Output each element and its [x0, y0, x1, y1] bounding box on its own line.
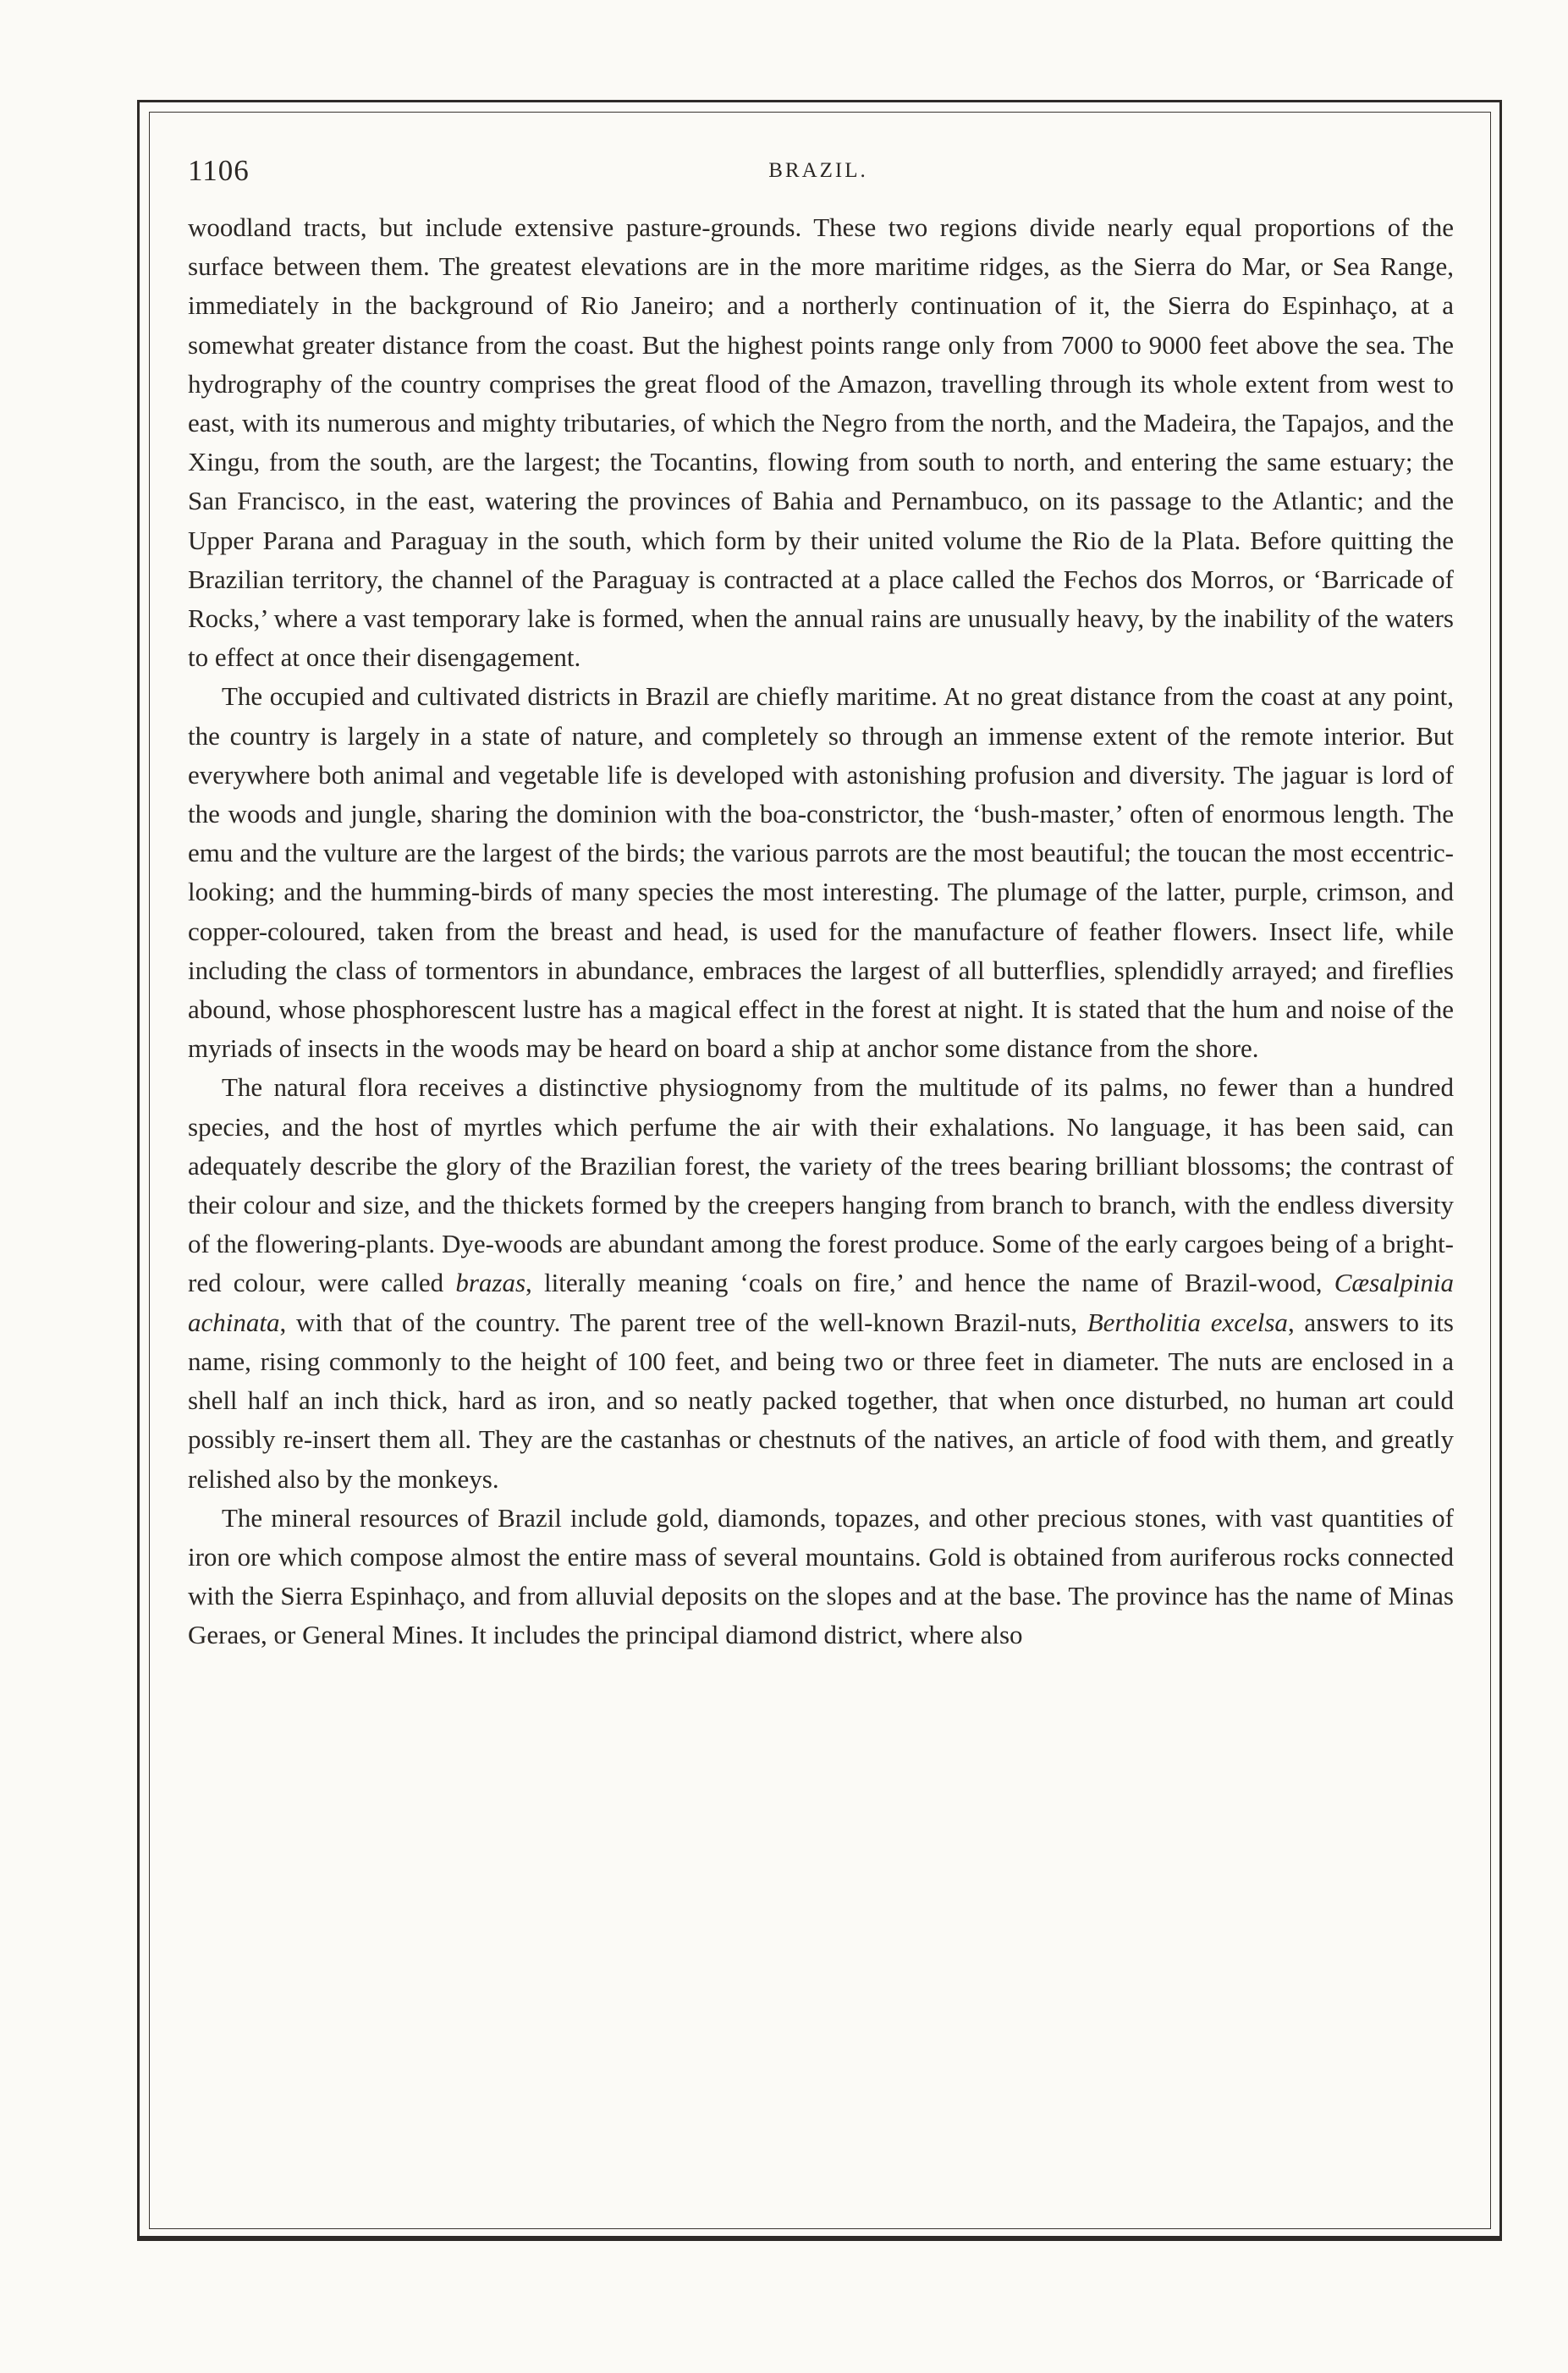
- paragraph-minerals: [188, 1499, 1454, 1655]
- text-run: , with that of the country. The parent tree of the well-known Brazil-nuts,: [279, 1307, 1087, 1337]
- text-run: , literally meaning ‘coals on fire,’ and hence the name of Brazil-wood,: [525, 1268, 1334, 1298]
- paragraph-fauna: [188, 677, 1454, 1068]
- page-number: 1106: [188, 154, 250, 187]
- paragraph-flora: [188, 1068, 1454, 1498]
- text-run: The mineral resources of Brazil include gold, diamonds, topazes, and other precious stones, with vast quantities of iron ore which compose almost the entire mass of several mountains. Gold is obtained from auriferous rocks connected with the Sierra Espinhaço, and from alluvial deposits on the slopes and at the base. The province has the name of Minas Geraes, or General Mines. It includes the principal diamond district, where also: [188, 1502, 1454, 1650]
- text-run: The natural flora receives a distinctive physiognomy from the multitude of its palms, no fewer than a hundred species, and the host of myrtles which perfume the air with their exhalations. No language, it has been said, can adequately describe the glory of the Brazilian forest, the variety of the trees bearing brilliant blossoms; the contrast of their colour and size, and the thickets formed by the creepers hanging from branch to branch, with the endless diversity of the flowering-plants. Dye-woods are abundant among the forest produce. Some of the early cargoes being of a bright-red colour, were called: [188, 1072, 1454, 1298]
- text-run: woodland tracts, but include extensive pasture-grounds. These two regions divide nearly equal proportions of the surface between them. The greatest elevations are in the more maritime ridges, as the Sierra do Mar, or Sea Range, immediately in the background of Rio Janeiro; and a northerly continuation of it, the Sierra do Espinhaço, at a somewhat greater distance from the coast. But the highest points range only from 7000 to 9000 feet above the sea. The hydrography of the country comprises the great flood of the Amazon, travelling through its whole extent from west to east, with its numerous and mighty tributaries, of which the Negro from the north, and the Madeira, the Tapajos, and the Xingu, from the south, are the largest; the Tocantins, flowing from south to north, and entering the same estuary; the San Francisco, in the east, watering the provinces of Bahia and Pernambuco, on its passage to the Atlantic; and the Upper Parana and Paraguay in the south, which form by their united volume the Rio de la Plata. Before quitting the Brazilian territory, the channel of the Paraguay is contracted at a place called the Fechos dos Morros, or ‘Barricade of Rocks,’ where a vast temporary lake is formed, when the annual rains are unusually heavy, by the inability of the waters to effect at once their disengagement.: [188, 212, 1454, 673]
- italic-term: Bertholitia excelsa: [1087, 1307, 1288, 1337]
- page-header: [188, 154, 1449, 193]
- text-run: The occupied and cultivated districts in Brazil are chiefly maritime. At no great distance from the coast at any point, the country is largely in a state of nature, and completely so through an immense extent of the remote interior. But everywhere both animal and vegetable life is developed with astonishing profusion and diversity. The jaguar is lord of the woods and jungle, sharing the dominion with the boa-constrictor, the ‘bush-master,’ often of enormous length. The emu and the vulture are the largest of the birds; the various parrots are the most beautiful; the toucan the most eccentric-looking; and the humming-birds of many species the most interesting. The plumage of the latter, purple, crimson, and copper-coloured, taken from the breast and head, is used for the manufacture of feather flowers. Insect life, while including the class of tormentors in abundance, embraces the largest of all butterflies, splendidly arrayed; and fireflies abound, whose phosphorescent lustre has a magical effect in the forest at night. It is stated that the hum and noise of the myriads of insects in the woods may be heard on board a ship at anchor some distance from the shore.: [188, 681, 1454, 1064]
- running-head: BRAZIL.: [768, 159, 868, 182]
- page-border-bottom-rule: [137, 2236, 1502, 2241]
- text-run: , answers to its name, rising commonly to the height of 100 feet, and being two or three feet in diameter. The nuts are enclosed in a shell half an inch thick, hard as iron, and so neatly packed together, that when once disturbed, no human art could possibly re-insert them all. They are the castanhas or chestnuts of the natives, an article of food with them, and greatly relished also by the monkeys.: [188, 1307, 1455, 1494]
- article-body: [188, 208, 1454, 1655]
- paragraph-hydrography: [188, 208, 1454, 677]
- italic-term: brazas: [455, 1268, 526, 1298]
- italic-term: Cæsalpinia achinata: [188, 1268, 1454, 1337]
